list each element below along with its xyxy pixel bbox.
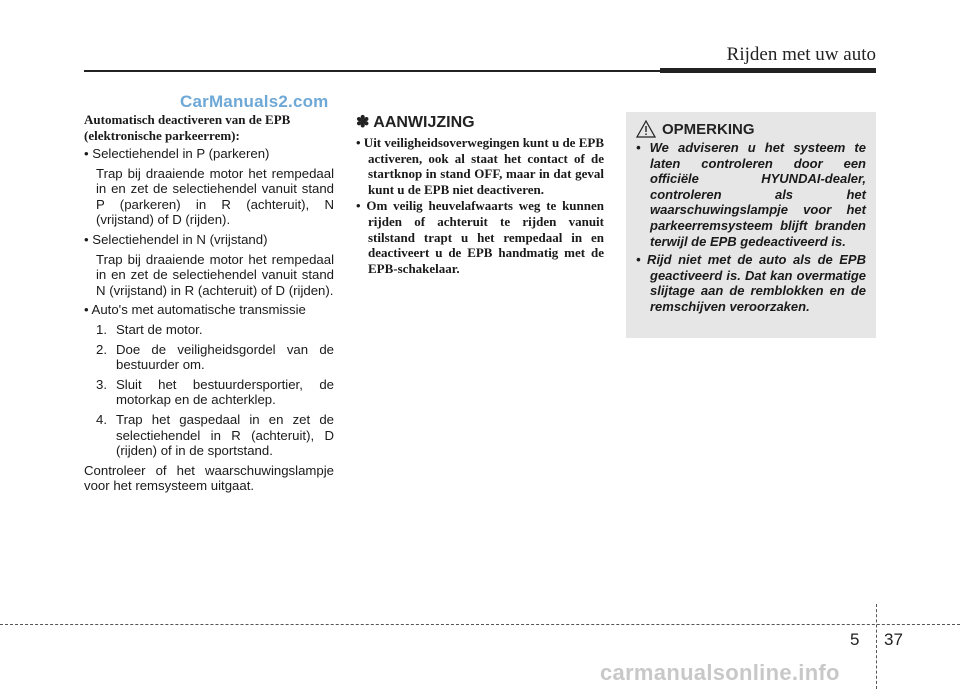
header-rule [84,70,660,72]
footer-rule [0,624,960,625]
chapter-number: 5 [850,630,860,649]
step-item: 4. Trap het gaspedaal in en zet de selectiehendel in R (achteruit), D (rijden) of in de sportstand. [96,411,334,459]
step-item: 2. Doe de veiligheidsgordel van de bestuurder om. [96,341,334,373]
bullet-automatic: • Auto's met automatische transmissie [84,302,306,318]
paragraph-n-position: Trap bij draaiende motor het rempedaal in en zet de selectiehendel vanuit stand N (vrijstand) in R (achteruit) of D (rijden). [96,251,334,298]
paragraph-p-position: Trap bij draaiende motor het rempedaal in en zet de selectiehendel vanuit stand P (parkeren) in R (achteruit), N (vrijstand) of D (rijden). [96,165,334,228]
step-item: 1. Start de motor. [96,321,203,337]
warning-triangle-icon [636,120,656,138]
section-title: Rijden met uw auto [726,44,876,65]
caution-header [636,120,866,138]
middle-column [356,112,604,277]
header-rule-accent [660,68,876,73]
section-heading: Automatisch deactiveren van de EPB (elektronische parkeerrem): [84,112,291,143]
step-item: 3. Sluit het bestuurdersportier, de motorkap en de achterklep. [96,376,334,408]
watermark-top: CarManuals2.com [180,92,329,111]
watermark-bottom: carmanualsonline.info [600,660,840,685]
caution-heading: OPMERKING [662,120,755,138]
page-number: 37 [884,630,903,649]
footer-divider [876,604,877,689]
bullet-n-position: • Selectiehendel in N (vrijstand) [84,231,268,247]
caution-box [626,112,876,338]
bullet-p-position: • Selectiehendel in P (parkeren) [84,146,270,161]
notice-item: • Uit veiligheidsoverwegingen kunt u de EPB activeren, ook al staat het contact of de startknop in stand OFF, maar in dat geval kunt u de EPB niet deactiveren. [356,135,604,197]
left-column [84,112,334,494]
closing-paragraph: Controleer of het waarschuwingslampje voor het remsysteem uitgaat. [84,462,334,494]
caution-item: • Rijd niet met de auto als de EPB geactiveerd is. Dat kan overmatige slijtage aan de remblokken en de remschijven veroorzaken. [636,252,866,314]
caution-item: • We adviseren u het systeem te laten controleren door een officiële HYUNDAI-dealer, controleren als het waarschuwingslampje voor het parkeerremsysteem blijft branden terwijl de EPB gedeactiveerd is. [636,140,866,249]
notice-heading: ✽ AANWIJZING [356,114,475,131]
notice-item: • Om veilig heuvelafwaarts weg te kunnen rijden of achteruit te rijden vanuit stilstand trapt u het rempedaal in en deactiveert u de EPB handmatig met de EPB-schakelaar. [356,198,604,276]
